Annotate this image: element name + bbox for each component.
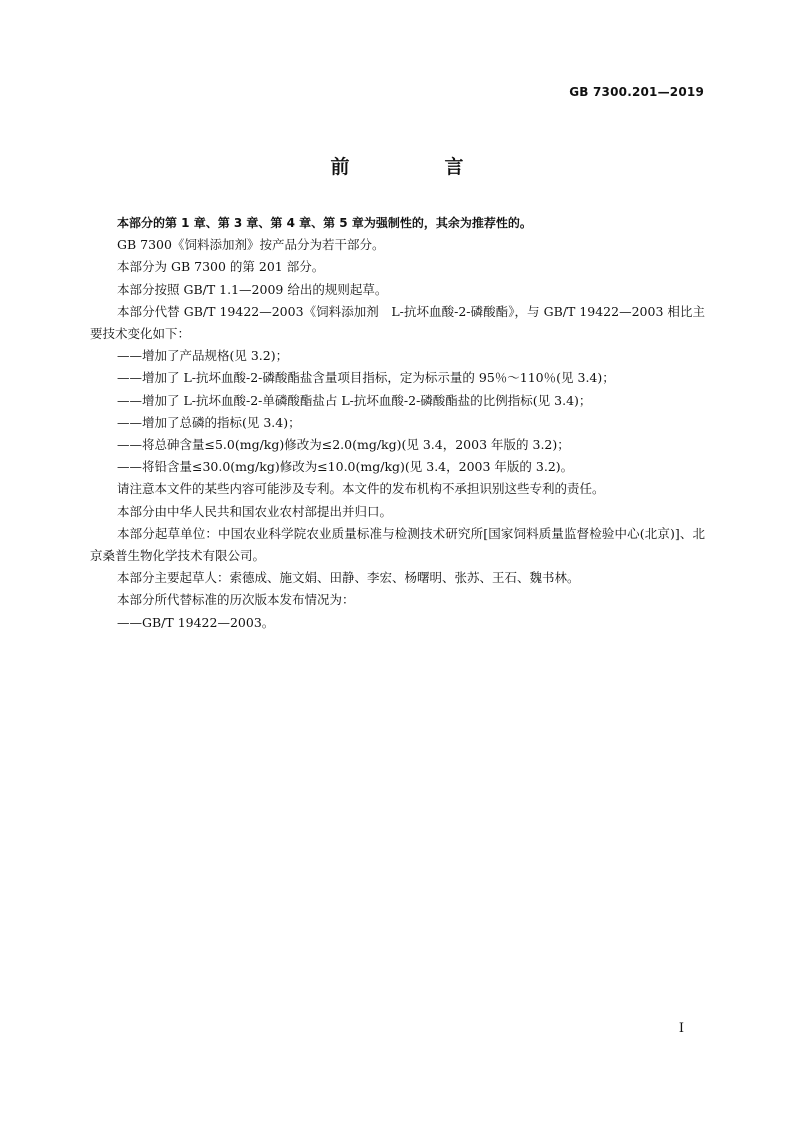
change-item: ——将总砷含量≤5.0(mg/kg)修改为≤2.0(mg/kg)(见 3.4，2003 年版的 3.2)； [117, 437, 570, 453]
standard-code: GB 7300.201—2019 [569, 85, 704, 99]
change-item: ——增加了 L-抗坏血酸-2-单磷酸酯盐占 L-抗坏血酸-2-磷酸酯盐的比例指标(见 3.4)； [117, 392, 592, 408]
paragraph: 本部分起草单位：中国农业科学院农业质量标准与检测技术研究所[国家饲料质量监督检验中心(北京)]、北京桑普生物化学技术有限公司。 [90, 525, 705, 564]
paragraph: 本部分所代替标准的历次版本发布情况为： [117, 592, 355, 608]
paragraph: 本部分为 GB 7300 的第 201 部分。 [117, 259, 325, 275]
paragraph: 本部分代替 GB/T 19422—2003《饲料添加剂 L-抗坏血酸-2-磷酸酯》，与 GB/T 19422—2003 相比主要技术变化如下： [90, 303, 705, 342]
paragraph: 本部分由中华人民共和国农业农村部提出并归口。 [117, 503, 393, 519]
history-item: ——GB/T 19422—2003。 [117, 614, 275, 630]
change-item: ——增加了产品规格(见 3.2)； [117, 348, 289, 364]
foreword-body [90, 212, 705, 634]
paragraph-mandatory-note: 本部分的第 1 章、第 3 章、第 4 章、第 5 章为强制性的，其余为推荐性的。 [117, 216, 532, 230]
page-title: 前 言 [330, 156, 502, 178]
paragraph: GB 7300《饲料添加剂》按产品分为若干部分。 [117, 237, 385, 253]
page-number: I [678, 1021, 684, 1036]
change-item: ——增加了 L-抗坏血酸-2-磷酸酯盐含量项目指标，定为标示量的 95％～110％(见 3.4)； [117, 370, 615, 386]
change-item: ——增加了总磷的指标(见 3.4)； [117, 414, 301, 430]
paragraph: 本部分主要起草人：索德成、施文娟、田静、李宏、杨曙明、张苏、王石、魏书林。 [117, 570, 580, 586]
paragraph: 本部分按照 GB/T 1.1—2009 给出的规则起草。 [117, 281, 388, 297]
paragraph: 请注意本文件的某些内容可能涉及专利。本文件的发布机构不承担识别这些专利的责任。 [117, 481, 605, 497]
change-item: ——将铅含量≤30.0(mg/kg)修改为≤10.0(mg/kg)(见 3.4，2003 年版的 3.2)。 [117, 459, 574, 475]
